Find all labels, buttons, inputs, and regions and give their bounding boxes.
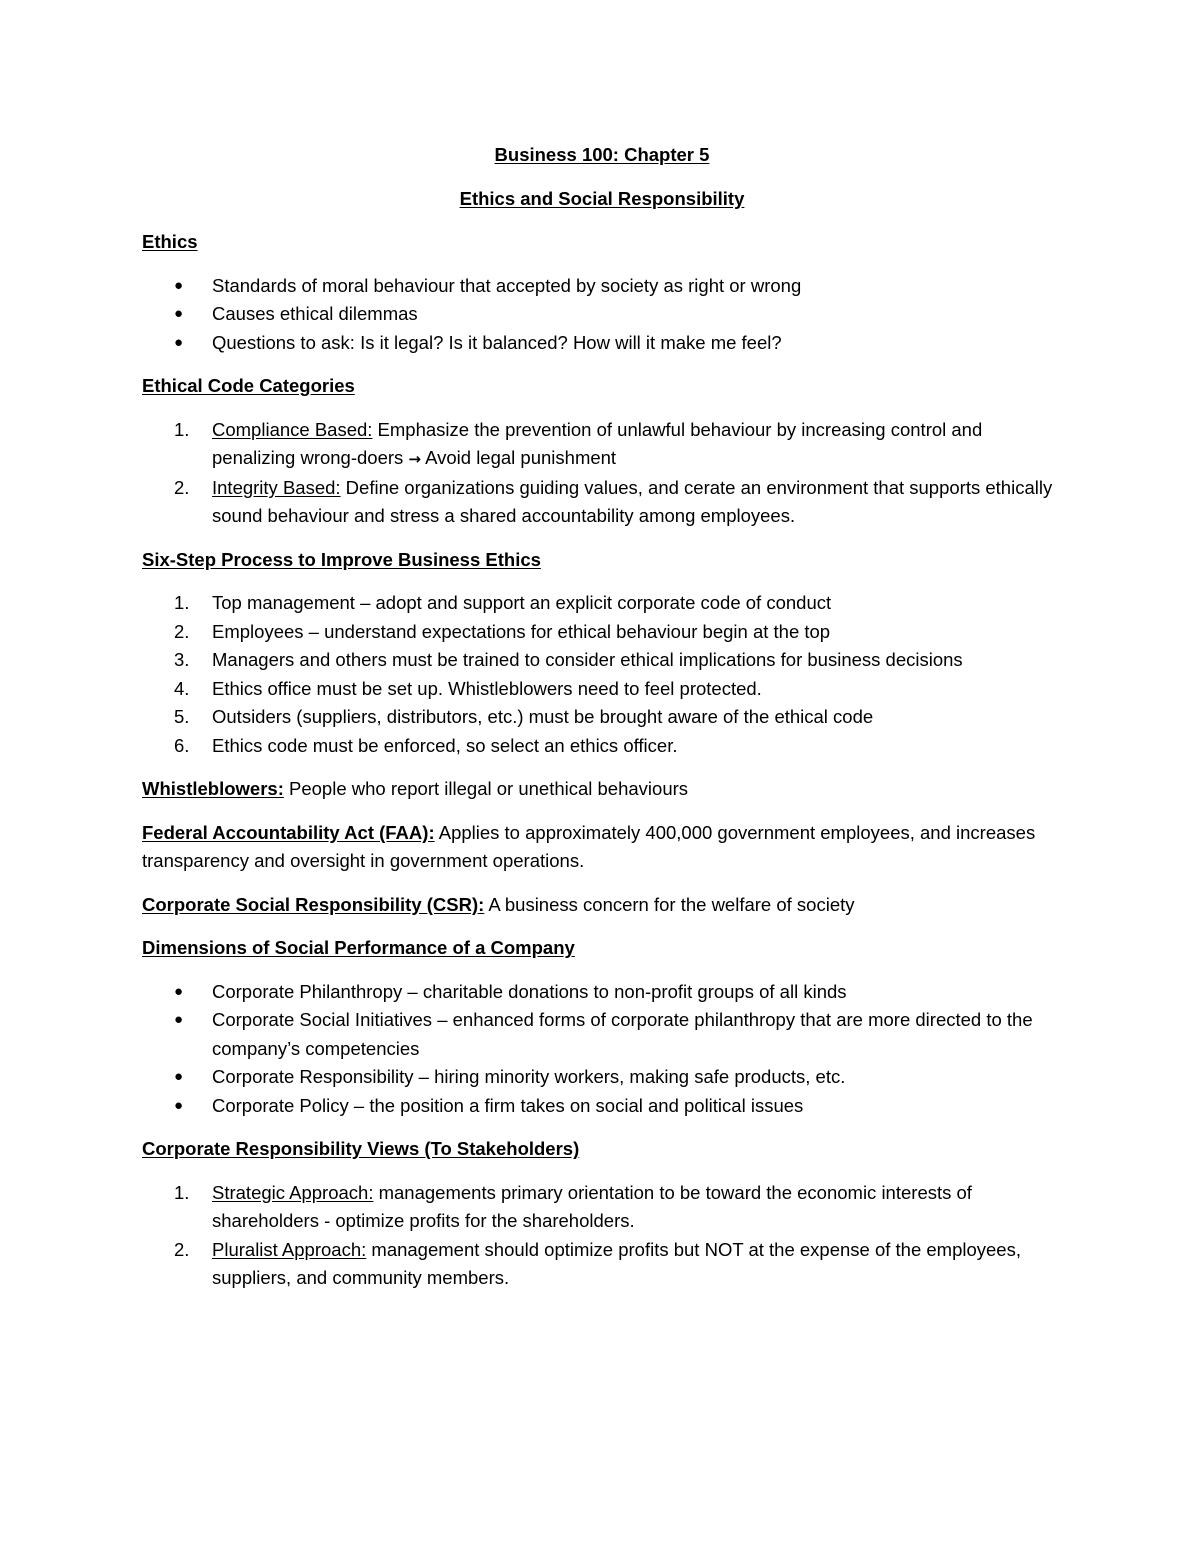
term-faa: Federal Accountability Act (FAA): bbox=[142, 821, 435, 843]
term-whistleblowers: Whistleblowers: bbox=[142, 778, 284, 799]
views-list bbox=[142, 1179, 1062, 1293]
list-number: 1. bbox=[174, 592, 190, 613]
list-item: 2. Pluralist Approach: management should optimize profits but NOT at the expense of the employees, suppliers, and community members. bbox=[142, 1236, 1062, 1293]
document-subtitle: Ethics and Social Responsibility bbox=[459, 187, 745, 209]
dimensions-bullet-list bbox=[142, 978, 1062, 1121]
list-number: 2. bbox=[174, 476, 190, 498]
term-compliance-based: Compliance Based: bbox=[212, 418, 373, 440]
list-item: 6. Ethics code must be enforced, so select an ethics officer. bbox=[142, 732, 1062, 761]
list-item: ● Corporate Philanthropy – charitable donations to non-profit groups of all kinds bbox=[142, 978, 1062, 1007]
bullet-icon: ● bbox=[174, 982, 184, 1000]
list-item: 5. Outsiders (suppliers, distributors, etc.) must be brought aware of the ethical code bbox=[142, 703, 1062, 732]
list-item: ● Questions to ask: Is it legal? Is it balanced? How will it make me feel? bbox=[142, 329, 1062, 358]
list-item: 2. Integrity Based: Define organizations guiding values, and cerate an environment that supports ethically sound behaviour and stress a shared accountability among employees. bbox=[142, 474, 1062, 531]
term-csr: Corporate Social Responsibility (CSR): bbox=[142, 893, 485, 915]
list-number: 1. bbox=[174, 418, 190, 440]
section-heading-dimensions: Dimensions of Social Performance of a Company bbox=[142, 937, 575, 958]
list-item: ● Standards of moral behaviour that accepted by society as right or wrong bbox=[142, 272, 1062, 301]
bullet-icon: ● bbox=[174, 333, 184, 351]
document-page bbox=[142, 141, 1062, 1308]
list-item: ● Corporate Responsibility – hiring minority workers, making safe products, etc. bbox=[142, 1063, 1062, 1092]
bullet-icon: ● bbox=[174, 305, 184, 322]
bullet-icon: ● bbox=[174, 276, 184, 294]
bullet-icon: ● bbox=[174, 1068, 184, 1085]
document-title: Business 100: Chapter 5 bbox=[494, 144, 710, 165]
list-number: 2. bbox=[174, 620, 190, 642]
section-heading-six-step: Six-Step Process to Improve Business Ethics bbox=[142, 548, 541, 570]
code-categories-list bbox=[142, 416, 1062, 531]
definition-csr: Corporate Social Responsibility (CSR): A business concern for the welfare of society bbox=[142, 893, 855, 915]
definition-whistleblowers: Whistleblowers: People who report illegal or unethical behaviours bbox=[142, 778, 689, 799]
list-item: 2. Employees – understand expectations for ethical behaviour begin at the top bbox=[142, 618, 1062, 647]
term-strategic-approach: Strategic Approach: bbox=[212, 1181, 374, 1203]
list-item: ● Corporate Social Initiatives – enhanced forms of corporate philanthropy that are more directed to the company’s competencies bbox=[142, 1006, 1062, 1063]
bullet-icon: ● bbox=[174, 1011, 184, 1028]
arrow-right-icon: → bbox=[408, 450, 421, 468]
list-number: 6. bbox=[174, 734, 190, 756]
term-pluralist-approach: Pluralist Approach: bbox=[212, 1238, 367, 1260]
list-item: ● Corporate Policy – the position a firm takes on social and political issues bbox=[142, 1092, 1062, 1121]
list-number: 1. bbox=[174, 1181, 190, 1203]
section-heading-code-categories: Ethical Code Categories bbox=[142, 375, 355, 396]
list-number: 4. bbox=[174, 677, 190, 699]
section-heading-ethics: Ethics bbox=[142, 231, 198, 252]
bullet-icon: ● bbox=[174, 1096, 184, 1114]
six-step-list bbox=[142, 589, 1062, 760]
definition-faa: Federal Accountability Act (FAA): Applies to approximately 400,000 government employees, and increases transparency and oversight in government operations. bbox=[142, 821, 1036, 871]
list-item: 3. Managers and others must be trained to consider ethical implications for business decisions bbox=[142, 646, 1062, 675]
section-heading-views: Corporate Responsibility Views (To Stakeholders) bbox=[142, 1138, 580, 1159]
term-integrity-based: Integrity Based: bbox=[212, 476, 341, 498]
list-item: 4. Ethics office must be set up. Whistleblowers need to feel protected. bbox=[142, 675, 1062, 704]
list-number: 3. bbox=[174, 649, 190, 670]
list-item: ● Causes ethical dilemmas bbox=[142, 300, 1062, 329]
list-item: 1. Top management – adopt and support an explicit corporate code of conduct bbox=[142, 589, 1062, 618]
list-number: 5. bbox=[174, 706, 190, 727]
ethics-bullet-list bbox=[142, 272, 1062, 358]
list-number: 2. bbox=[174, 1238, 190, 1260]
list-item: 1. Compliance Based: Emphasize the prevention of unlawful behaviour by increasing control and penalizing wrong-doers → Avoid legal punishment bbox=[142, 416, 1062, 474]
list-item: 1. Strategic Approach: managements primary orientation to be toward the economic interests of shareholders - optimize profits for the shareholders. bbox=[142, 1179, 1062, 1236]
